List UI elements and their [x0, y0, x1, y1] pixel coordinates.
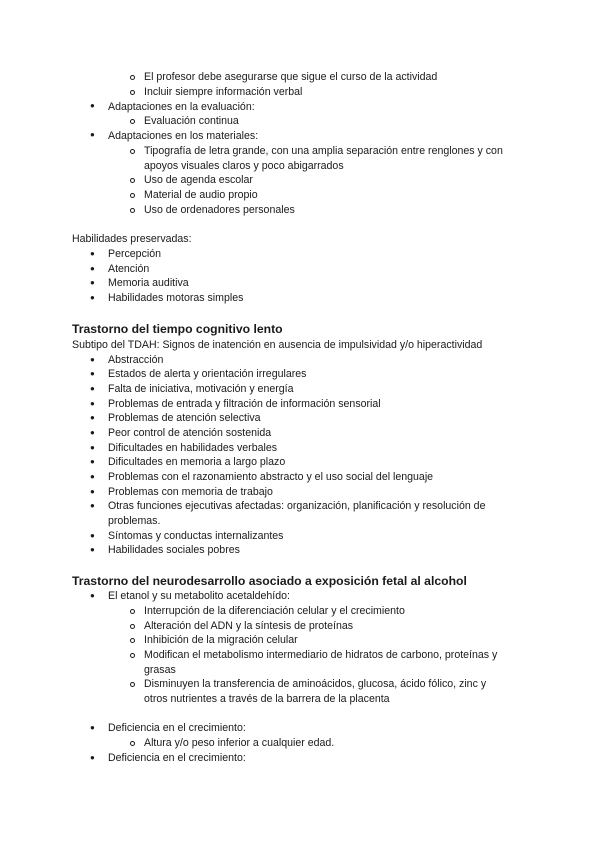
- list-item-continuation: problemas.: [108, 515, 161, 527]
- list-item: Adaptaciones en los materiales:: [108, 130, 259, 142]
- circle-bullet-icon: [130, 208, 135, 213]
- list-item: Síntomas y conductas internalizantes: [108, 530, 284, 542]
- list-item: Tipografía de letra grande, con una amplia separación entre renglones y con: [144, 145, 503, 157]
- list-item: Deficiencia en el crecimiento:: [108, 752, 246, 764]
- list-item: Modifican el metabolismo intermediario de hidratos de carbono, proteínas y: [144, 649, 498, 661]
- bullet-icon: ●: [90, 130, 95, 139]
- list-item: Interrupción de la diferenciación celular y el crecimiento: [144, 605, 405, 617]
- circle-bullet-icon: [130, 75, 135, 80]
- list-item: Evaluación continua: [144, 115, 239, 127]
- list-item: Problemas de entrada y filtración de información sensorial: [108, 398, 381, 410]
- list-item: Uso de agenda escolar: [144, 174, 253, 186]
- bullet-icon: ●: [90, 101, 95, 110]
- list-item-continuation: otros nutrientes a través de la barrera de la placenta: [144, 693, 390, 705]
- list-item: Problemas con memoria de trabajo: [108, 486, 273, 498]
- circle-bullet-icon: [130, 609, 135, 614]
- list-item: El profesor debe asegurarse que sigue el curso de la actividad: [144, 71, 438, 83]
- circle-bullet-icon: [130, 178, 135, 183]
- bullet-icon: ●: [90, 545, 95, 554]
- bullet-icon: ●: [90, 501, 95, 510]
- bullet-icon: ●: [90, 472, 95, 481]
- bullet-icon: ●: [90, 355, 95, 364]
- list-item: Incluir siempre información verbal: [144, 86, 303, 98]
- list-item: Estados de alerta y orientación irregulares: [108, 368, 307, 380]
- list-item-continuation: grasas: [144, 664, 176, 676]
- list-item: Abstracción: [108, 354, 164, 366]
- bullet-icon: ●: [90, 293, 95, 302]
- bullet-icon: ●: [90, 428, 95, 437]
- section-heading: Trastorno del neurodesarrollo asociado a exposición fetal al alcohol: [72, 574, 467, 588]
- list-item: Altura y/o peso inferior a cualquier edad.: [144, 737, 335, 749]
- list-item: Material de audio propio: [144, 189, 258, 201]
- circle-bullet-icon: [130, 741, 135, 746]
- list-item: Percepción: [108, 248, 161, 260]
- circle-bullet-icon: [130, 653, 135, 658]
- circle-bullet-icon: [130, 624, 135, 629]
- list-item: Dificultades en habilidades verbales: [108, 442, 278, 454]
- bullet-icon: ●: [90, 443, 95, 452]
- list-item: Deficiencia en el crecimiento:: [108, 722, 246, 734]
- list-item: Dificultades en memoria a largo plazo: [108, 456, 286, 468]
- bullet-icon: ●: [90, 531, 95, 540]
- bullet-icon: ●: [90, 369, 95, 378]
- circle-bullet-icon: [130, 193, 135, 198]
- bullet-icon: ●: [90, 249, 95, 258]
- paragraph-label: Habilidades preservadas:: [72, 233, 192, 245]
- list-item: Uso de ordenadores personales: [144, 204, 295, 216]
- bullet-icon: ●: [90, 753, 95, 762]
- list-item: Habilidades sociales pobres: [108, 544, 240, 556]
- list-item: Otras funciones ejecutivas afectadas: organización, planificación y resolución de: [108, 500, 486, 512]
- circle-bullet-icon: [130, 90, 135, 95]
- list-item: Adaptaciones en la evaluación:: [108, 101, 255, 113]
- bullet-icon: ●: [90, 457, 95, 466]
- bullet-icon: ●: [90, 723, 95, 732]
- list-item: Peor control de atención sostenida: [108, 427, 272, 439]
- bullet-icon: ●: [90, 487, 95, 496]
- bullet-icon: ●: [90, 413, 95, 422]
- bullet-icon: ●: [90, 399, 95, 408]
- list-item: Habilidades motoras simples: [108, 292, 244, 304]
- list-item: Memoria auditiva: [108, 277, 189, 289]
- circle-bullet-icon: [130, 149, 135, 154]
- bullet-icon: ●: [90, 264, 95, 273]
- bullet-icon: ●: [90, 278, 95, 287]
- circle-bullet-icon: [130, 682, 135, 687]
- list-item: Falta de iniciativa, motivación y energía: [108, 383, 294, 395]
- section-subtitle: Subtipo del TDAH: Signos de inatención en ausencia de impulsividad y/o hiperactividad: [72, 339, 483, 351]
- list-item-continuation: apoyos visuales claros y poco abigarrados: [144, 160, 344, 172]
- list-item: Problemas con el razonamiento abstracto y el uso social del lenguaje: [108, 471, 434, 483]
- list-item: Disminuyen la transferencia de aminoácidos, glucosa, ácido fólico, zinc y: [144, 678, 487, 690]
- circle-bullet-icon: [130, 638, 135, 643]
- list-item: Atención: [108, 263, 150, 275]
- list-item: Problemas de atención selectiva: [108, 412, 261, 424]
- bullet-icon: ●: [90, 384, 95, 393]
- list-item: El etanol y su metabolito acetaldehído:: [108, 590, 290, 602]
- circle-bullet-icon: [130, 119, 135, 124]
- list-item: Inhibición de la migración celular: [144, 634, 298, 646]
- section-heading: Trastorno del tiempo cognitivo lento: [72, 322, 283, 336]
- bullet-icon: ●: [90, 591, 95, 600]
- list-item: Alteración del ADN y la síntesis de proteínas: [144, 620, 354, 632]
